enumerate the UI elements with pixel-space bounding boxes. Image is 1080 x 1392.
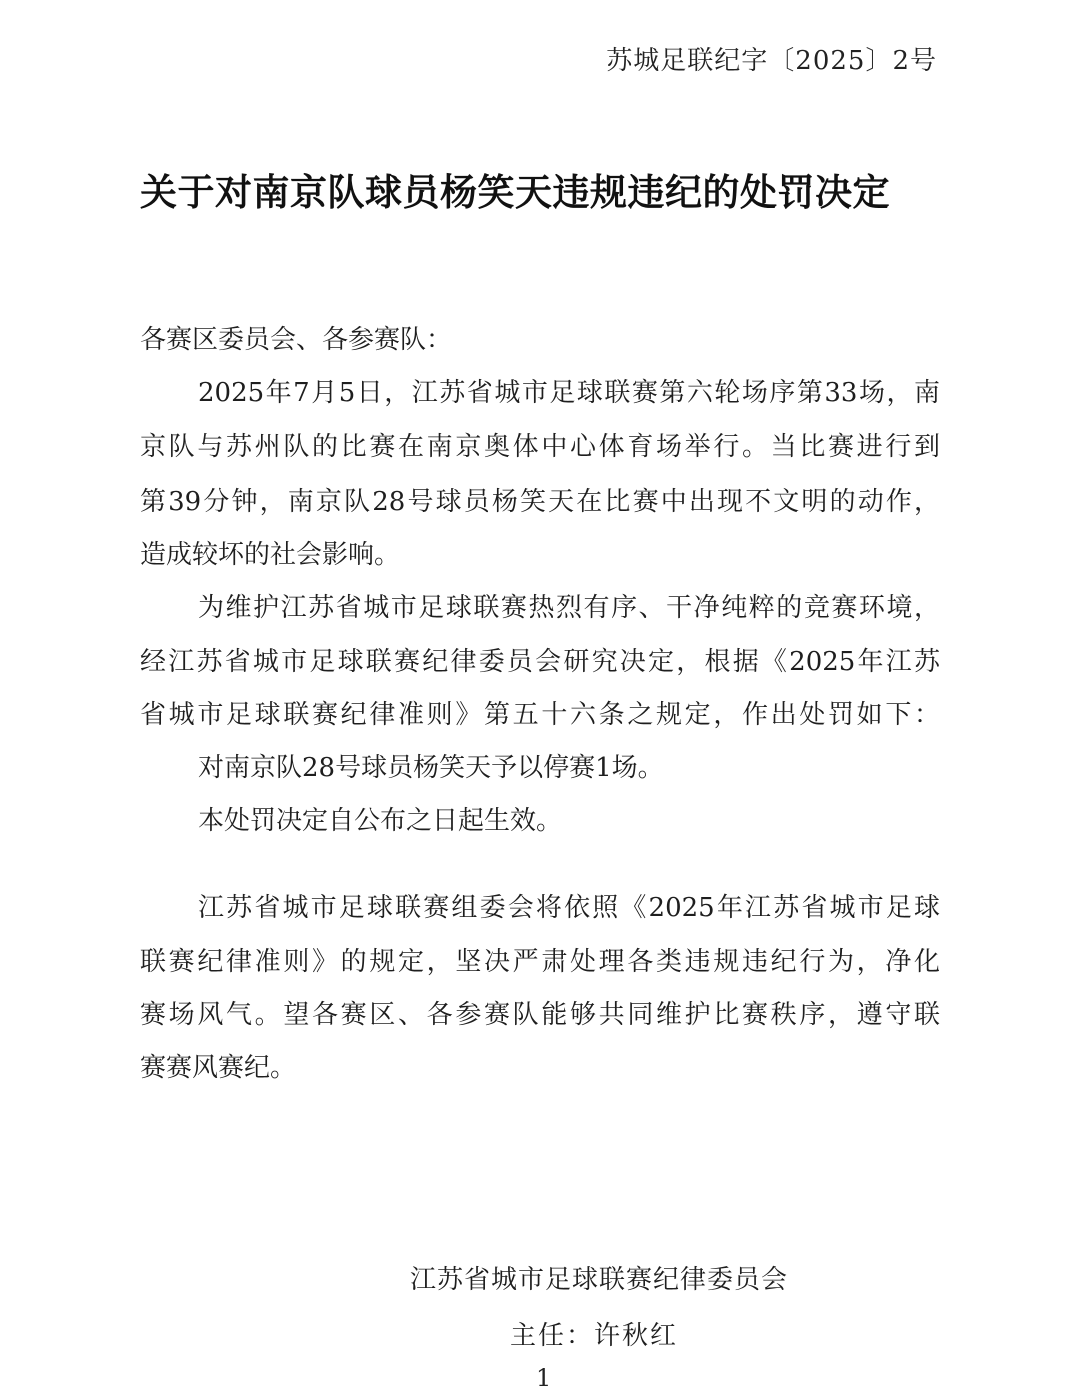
document-title: 关于对南京队球员杨笑天违规违纪的处罚决定 bbox=[140, 171, 890, 214]
paragraph-2-line-1: 为维护江苏省城市足球联赛热烈有序、干净纯粹的竞赛环境， bbox=[198, 593, 940, 623]
paragraph-3-line-3: 赛场风气。望各赛区、各参赛队能够共同维护比赛秩序，遵守联 bbox=[140, 1000, 940, 1030]
paragraph-3-line-2: 联赛纪律准则》的规定，坚决严肃处理各类违规违纪行为，净化 bbox=[140, 947, 940, 977]
paragraph-1-line-2: 京队与苏州队的比赛在南京奥体中心体育场举行。当比赛进行到 bbox=[140, 432, 940, 462]
paragraph-3-line-4: 赛赛风赛纪。 bbox=[140, 1053, 297, 1083]
signature-director: 主任：许秋红 bbox=[510, 1321, 679, 1351]
paragraph-1-line-1: 2025年7月5日，江苏省城市足球联赛第六轮场序第33场，南 bbox=[198, 378, 940, 408]
page-number: 1 bbox=[536, 1364, 552, 1392]
effective-statement: 本处罚决定自公布之日起生效。 bbox=[198, 806, 563, 836]
paragraph-1-line-3: 第39分钟，南京队28号球员杨笑天在比赛中出现不文明的动作， bbox=[140, 487, 940, 517]
signature-organization: 江苏省城市足球联赛纪律委员会 bbox=[410, 1265, 789, 1295]
penalty-statement: 对南京队28号球员杨笑天予以停赛1场。 bbox=[198, 753, 664, 783]
paragraph-2-line-3: 省城市足球联赛纪律准则》第五十六条之规定，作出处罚如下： bbox=[140, 700, 940, 730]
paragraph-3-line-1: 江苏省城市足球联赛组委会将依照《2025年江苏省城市足球 bbox=[198, 893, 940, 923]
document-number: 苏城足联纪字〔2025〕2号 bbox=[606, 46, 937, 76]
paragraph-1-line-4: 造成较坏的社会影响。 bbox=[140, 540, 401, 570]
salutation: 各赛区委员会、各参赛队： bbox=[140, 325, 453, 355]
paragraph-2-line-2: 经江苏省城市足球联赛纪律委员会研究决定，根据《2025年江苏 bbox=[140, 647, 940, 677]
